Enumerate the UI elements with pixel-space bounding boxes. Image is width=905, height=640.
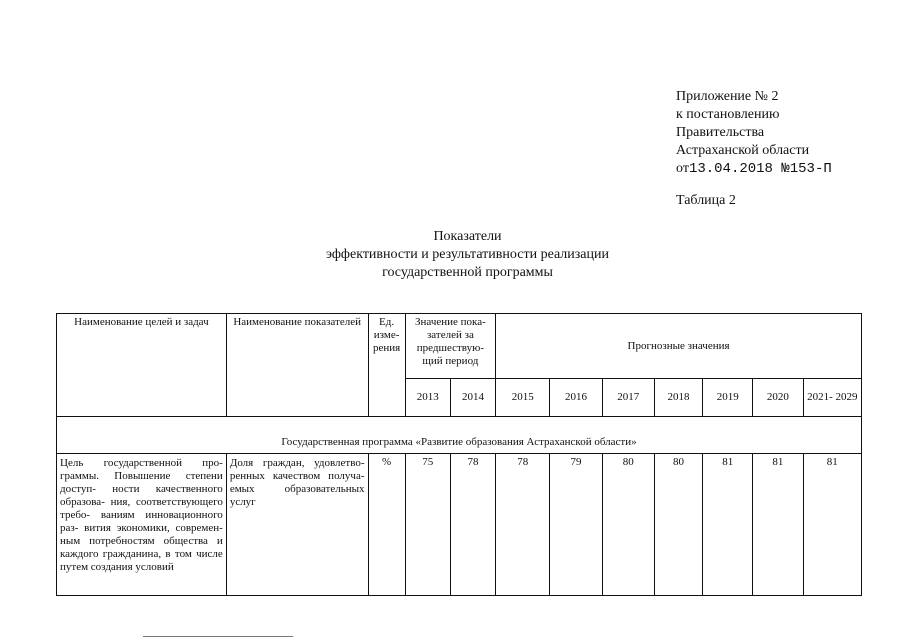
- appendix-line: Правительства: [676, 125, 765, 140]
- year-cell: 2013: [405, 379, 450, 417]
- appendix-date-line: [676, 160, 832, 178]
- unit-cell: %: [368, 454, 405, 596]
- goal-cell: Цель государственной про- граммы. Повышение степени доступ- ности качественного образова- ния, соответствующего требо- ваниям инновационного раз- вития экономики, современ- ным потребностям общества и каждого гражданина, в том числе путем создания условий: [57, 454, 227, 596]
- year-cell: 2016: [550, 379, 602, 417]
- header-indicators: Наименование показателей: [226, 314, 368, 417]
- appendix-block: [676, 88, 832, 178]
- appendix-line: к постановлению: [676, 107, 780, 122]
- year-cell: 2017: [602, 379, 654, 417]
- value-cell: 81: [753, 454, 803, 596]
- title-line: эффективности и результативности реализации: [326, 247, 609, 262]
- value-cell: 81: [803, 454, 861, 596]
- value-cell: 81: [703, 454, 753, 596]
- section-title: Государственная программа «Развитие образования Астраханской области»: [57, 417, 862, 454]
- date-value: 13.04.2018 №153-П: [688, 161, 832, 177]
- header-goals: Наименование целей и задач: [57, 314, 227, 417]
- year-cell: 2018: [654, 379, 702, 417]
- value-cell: 75: [405, 454, 450, 596]
- header-row: [57, 314, 862, 379]
- table-row: [57, 454, 862, 596]
- year-cell: 2019: [703, 379, 753, 417]
- value-cell: 80: [602, 454, 654, 596]
- header-unit: Ед. изме- рения: [368, 314, 405, 417]
- title-line: Показатели: [433, 229, 502, 244]
- year-cell: 2015: [496, 379, 550, 417]
- value-cell: 78: [496, 454, 550, 596]
- footer-line: [143, 636, 293, 637]
- value-cell: 78: [450, 454, 495, 596]
- value-cell: 79: [550, 454, 602, 596]
- header-previous-period: Значение пока- зателей за предшествую- щий период: [405, 314, 495, 379]
- indicators-table: [56, 313, 862, 596]
- date-prefix: от: [676, 161, 689, 176]
- appendix-line: Астраханской области: [676, 143, 810, 158]
- appendix-line: Приложение № 2: [676, 89, 779, 104]
- year-cell: 2020: [753, 379, 803, 417]
- table-number: Таблица 2: [676, 193, 736, 208]
- title-line: государственной программы: [382, 265, 553, 280]
- header-forecast: Прогнозные значения: [496, 314, 862, 379]
- document-title: [200, 228, 735, 282]
- year-cell: 2021- 2029: [803, 379, 861, 417]
- section-row: [57, 417, 862, 454]
- value-cell: 80: [654, 454, 702, 596]
- indicator-cell: Доля граждан, удовлетво- ренных качеством получа- емых образовательных услуг: [226, 454, 368, 596]
- year-cell: 2014: [450, 379, 495, 417]
